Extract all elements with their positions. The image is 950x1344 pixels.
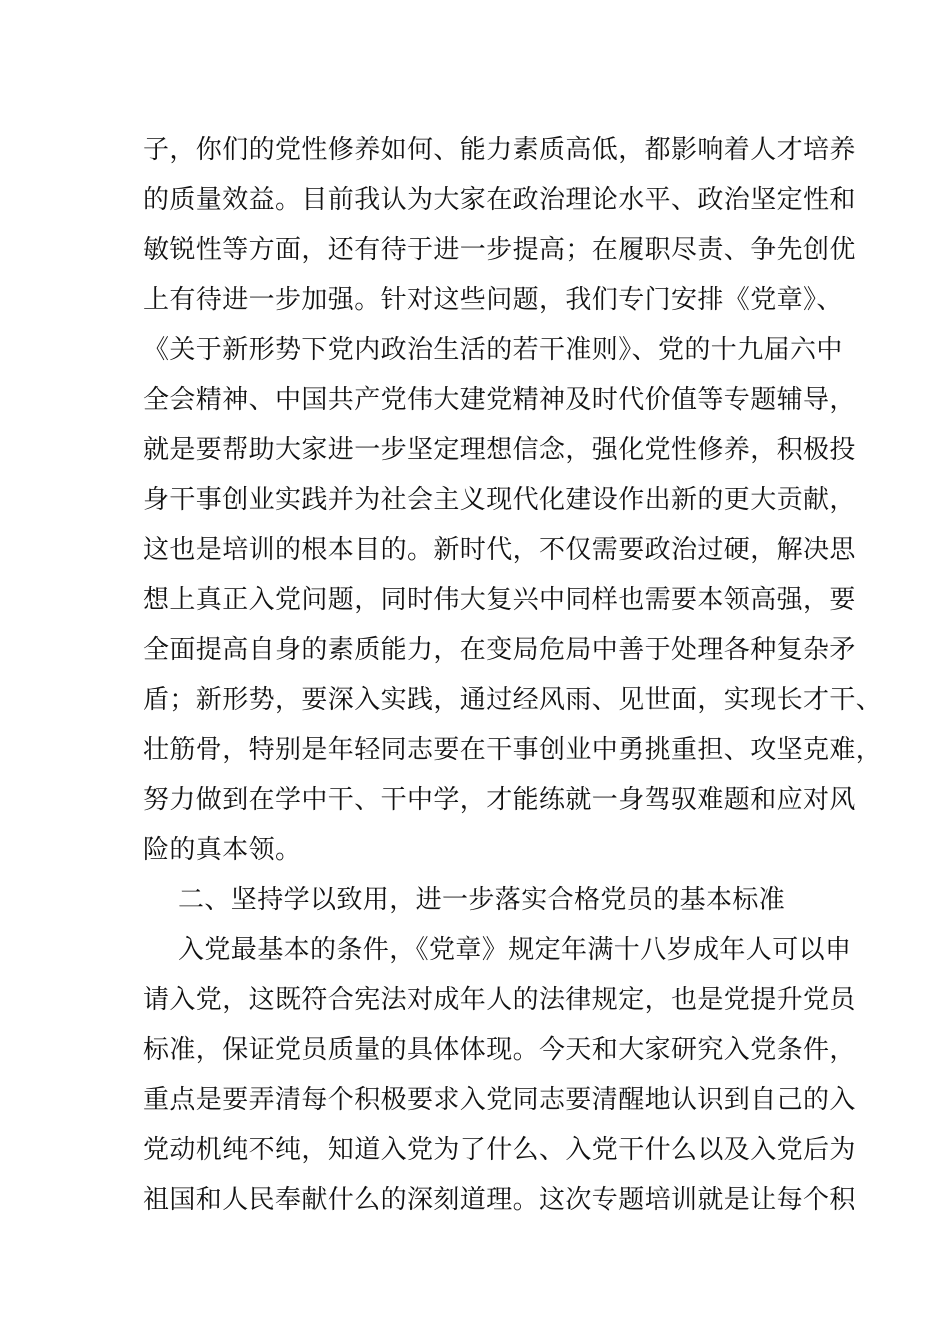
section-heading: 二、坚持学以致用，进一步落实合格党员的基本标准 xyxy=(178,885,786,915)
paragraph-line: 想上真正入党问题，同时伟大复兴中同样也需要本领高强，要 xyxy=(143,585,856,615)
paragraph-line: 子，你们的党性修养如何、能力素质高低，都影响着人才培养 xyxy=(143,135,856,165)
paragraph-line: 险的真本领。 xyxy=(143,835,302,865)
paragraph-line: 壮筋骨，特别是年轻同志要在干事创业中勇挑重担、攻坚克难， xyxy=(143,735,883,765)
paragraph-line: 全面提高自身的素质能力，在变局危局中善于处理各种复杂矛 xyxy=(143,635,856,665)
paragraph-line: 身干事创业实践并为社会主义现代化建设作出新的更大贡献， xyxy=(143,485,856,515)
paragraph-line: 盾；新形势，要深入实践，通过经风雨、见世面，实现长才干、 xyxy=(143,685,883,715)
paragraph-line: 的质量效益。目前我认为大家在政治理论水平、政治坚定性和 xyxy=(143,185,856,215)
paragraph-line: 祖国和人民奉献什么的深刻道理。这次专题培训就是让每个积 xyxy=(143,1185,856,1215)
paragraph-line: 这也是培训的根本目的。新时代，不仅需要政治过硬，解决思 xyxy=(143,535,856,565)
paragraph-line: 敏锐性等方面，还有待于进一步提高；在履职尽责、争先创优 xyxy=(143,235,856,265)
paragraph-line: 努力做到在学中干、干中学，才能练就一身驾驭难题和应对风 xyxy=(143,785,856,815)
paragraph-line: 上有待进一步加强。针对这些问题，我们专门安排《党章》、 xyxy=(143,285,843,315)
paragraph-line: 全会精神、中国共产党伟大建党精神及时代价值等专题辅导， xyxy=(143,385,856,415)
paragraph-line: 标准，保证党员质量的具体体现。今天和大家研究入党条件， xyxy=(143,1035,856,1065)
paragraph-line: 重点是要弄清每个积极要求入党同志要清醒地认识到自己的入 xyxy=(143,1085,856,1115)
paragraph-line: 《关于新形势下党内政治生活的若干准则》、党的十九届六中 xyxy=(143,335,843,365)
paragraph-line: 入党最基本的条件，《党章》规定年满十八岁成年人可以申 xyxy=(178,935,852,965)
paragraph-line: 党动机纯不纯，知道入党为了什么、入党干什么以及入党后为 xyxy=(143,1135,856,1165)
paragraph-line: 就是要帮助大家进一步坚定理想信念，强化党性修养，积极投 xyxy=(143,435,856,465)
paragraph-line: 请入党，这既符合宪法对成年人的法律规定，也是党提升党员 xyxy=(143,985,856,1015)
